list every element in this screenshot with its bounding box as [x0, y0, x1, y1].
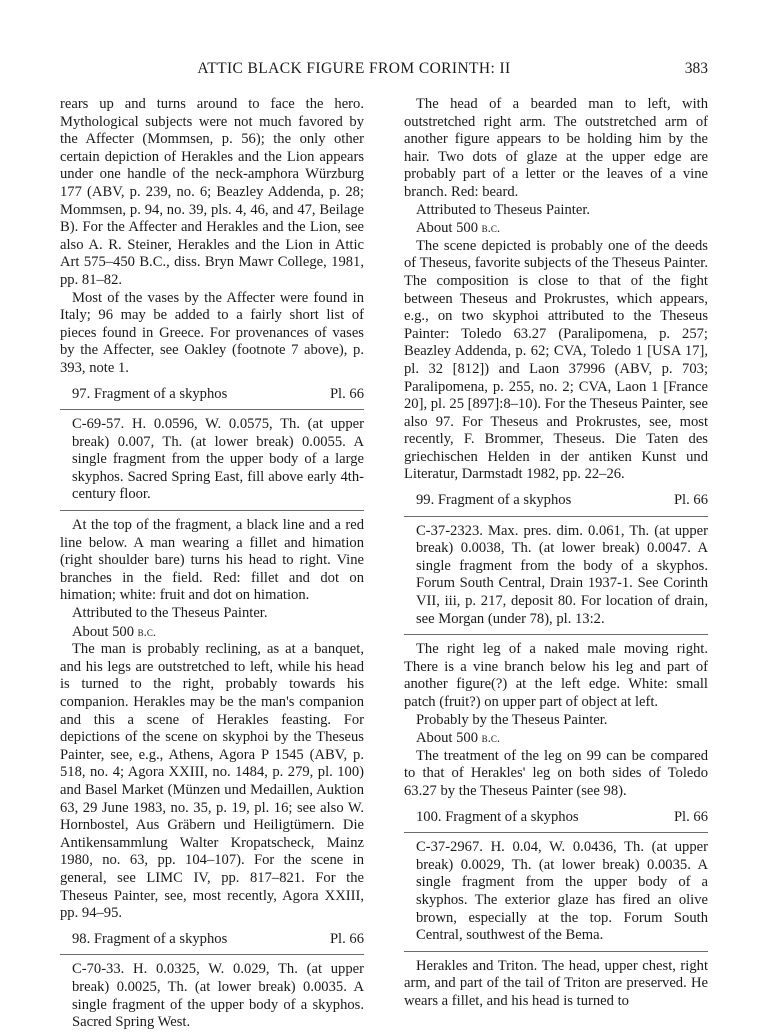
page-number: 383: [684, 60, 708, 77]
date-line: About 500 b.c.: [416, 220, 501, 237]
running-head: ATTIC BLACK FIGURE FROM CORINTH: II: [197, 60, 511, 77]
entry-heading: [60, 931, 364, 949]
entry-heading: [60, 386, 364, 404]
entry-description: C-70-33. H. 0.0325, W. 0.029, Th. (at upper break) 0.0025, Th. (at lower break) 0.0035. A single fragment of the upper body of a skyphos. Sacred Spring West.: [72, 961, 364, 1031]
paragraph: The right leg of a naked male moving right. There is a vine branch below his leg and part of another figure(?) at the left edge. White: small patch (fruit?) on upper part of object at left.: [404, 641, 708, 710]
catalog-entry-97: [60, 386, 364, 923]
entry-rule: [404, 516, 708, 517]
paragraph: Most of the vases by the Affecter were found in Italy; 96 may be added to a fairly short list of pieces found in Greece. For provenances of vases by the Affecter, see Oakley (footnote 7 above), p. 393, note 1.: [60, 289, 364, 376]
attribution: Probably by the Theseus Painter.: [416, 711, 608, 728]
entry-rule: [60, 510, 364, 511]
plate-ref: Pl. 66: [329, 930, 364, 947]
paragraph: Herakles and Triton. The head, upper chest, right arm, and part of the tail of Triton are preserved. He wears a fillet, and his head is turned to: [404, 957, 708, 1009]
catalog-entry-98: [60, 931, 364, 1032]
entry-title: 99. Fragment of a skyphos: [416, 492, 572, 509]
left-column: [60, 96, 364, 1032]
plate-ref: Pl. 66: [673, 808, 708, 825]
paragraph: The treatment of the leg on 99 can be compared to that of Herakles' leg on both sides of Toledo 63.27 by the Theseus Painter (see 98).: [404, 747, 708, 799]
page-header: [60, 60, 708, 82]
paragraph: rears up and turns around to face the hero. Mythological subjects were not much favored by the Affecter (Mommsen, p. 56); the only other certain depiction of Herakles and the Lion appears under one handle of the neck-amphora Würzburg 177 (ABV, p. 239, no. 6; Beazley Addenda, p. 28; Mommsen, p. 94, no. 39, pls. 4, 46, and 47, Beilage B). For the Affecter and Herakles and the Lion, see also A. R. Steiner, Herakles and the Lion in Attic Art 575–450 B.C., diss. Bryn Mawr College, 1981, pp. 81–82.: [60, 96, 364, 288]
entry-description: C-37-2323. Max. pres. dim. 0.061, Th. (at upper break) 0.0038, Th. (at lower break) 0.0047. A single fragment from the body of a skyphos. Forum South Central, Drain 1937-1. See Corinth VII, iii, p. 217, deposit 80. For location of drain, see Morgan (under 78), pl. 13:2.: [416, 522, 708, 627]
entry-rule: [404, 832, 708, 833]
catalog-entry-99: [404, 492, 708, 801]
entry-rule: [60, 954, 364, 955]
entry-title: 97. Fragment of a skyphos: [72, 385, 228, 402]
entry-title: 100. Fragment of a skyphos: [416, 808, 579, 825]
entry-description: C-69-57. H. 0.0596, W. 0.0575, Th. (at upper break) 0.007, Th. (at lower break) 0.0055. A single fragment from the upper body of a large skyphos. Sacred Spring East, fill above early 4th-century floor.: [72, 416, 364, 503]
attribution: Attributed to the Theseus Painter.: [72, 605, 268, 622]
plate-ref: Pl. 66: [329, 385, 364, 402]
paragraph: At the top of the fragment, a black line and a red line below. A man wearing a fillet and himation (right shoulder bare) turns his head to right. Vine branches in the field. Red: fillet and dot on himation; white: fruit and dot on himation.: [60, 517, 364, 604]
plate-ref: Pl. 66: [673, 492, 708, 509]
paragraph: The head of a bearded man to left, with outstretched right arm. The outstretched arm of another figure appears to be holding him by the hair. Two dots of glaze at the upper edge are probably part of a letter or the leaves of a vine branch. Red: beard.: [404, 96, 708, 200]
date-line: About 500 b.c.: [72, 623, 157, 640]
entry-title: 98. Fragment of a skyphos: [72, 930, 228, 947]
right-column: [404, 96, 708, 1011]
entry-rule: [404, 634, 708, 635]
entry-heading: [404, 492, 708, 510]
date-line: About 500 b.c.: [416, 730, 501, 747]
entry-rule: [404, 951, 708, 952]
paragraph: The man is probably reclining, as at a banquet, and his legs are outstretched to left, while his head is turned to the right, probably towards his companion. Herakles may be the man's companion and this a scene of Herakles feasting. For depictions of the scene on skyphoi by the Theseus Painter, see, e.g., Athens, Agora P 1545 (ABV, p. 518, no. 4; Agora XXIII, no. 1484, p. 279, pl. 100) and Basel Market (Münzen und Medaillen, Auktion 63, 29 June 1983, no. 35, p. 19, pl. 16; see also W. Hornbostel, Aus Gräbern und Heiligtümern. Die Antikensammlung Walter Kropatscheck, Mainz 1980, no. 63, pp. 104–107). For the scene in general, see LIMC IV, pp. 817–821. For the Theseus Painter, see, most recently, Agora XXIII, pp. 94–95.: [60, 641, 364, 922]
paragraph: The scene depicted is probably one of the deeds of Theseus, favorite subjects of the Theseus Painter. The composition is close to that of the fight between Theseus and Prokrustes, which appears, e.g., on two skyphoi attributed to the Theseus Painter: Toledo 63.27 (Paralipomena, p. 257; Beazley Addenda, p. 62; CVA, Toledo 1 [USA 17], pl. 32 [812]) and Laon 37996 (ABV, p. 703; Paralipomena, p. 255, no. 2; CVA, Laon 1 [France 20], pl. 25 [897]:8–10). For the Theseus Painter, see also 97. For Theseus and Prokrustes, see, most recently, F. Brommer, Theseus. Die Taten des griechischen Helden in der antiken Kunst und Literatur, Darmstadt 1982, pp. 22–26.: [404, 237, 708, 483]
entry-heading: [404, 809, 708, 827]
entry-description: C-37-2967. H. 0.04, W. 0.0436, Th. (at upper break) 0.0029, Th. (at lower break) 0.0035. A single fragment from the upper body of a skyphos. The exterior glaze has fired an olive brown, especially at the top. Forum South Central, southwest of the Bema.: [416, 839, 708, 944]
attribution: Attributed to Theseus Painter.: [416, 201, 591, 218]
catalog-entry-100: [404, 809, 708, 1011]
entry-rule: [60, 409, 364, 410]
